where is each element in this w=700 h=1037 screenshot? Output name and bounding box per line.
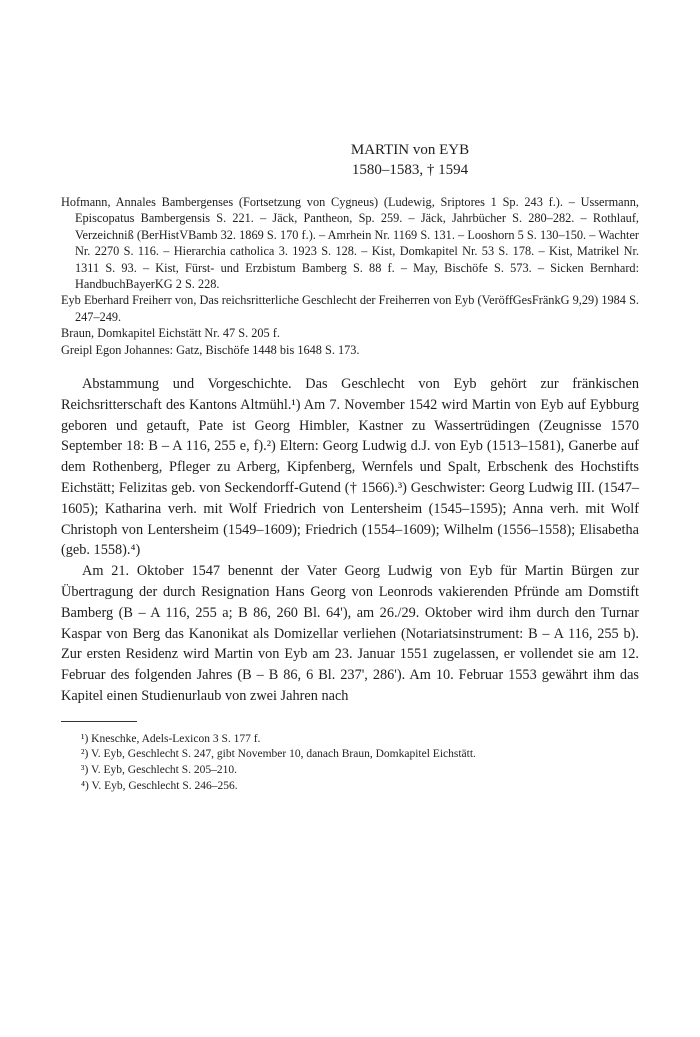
entry-dates: 1580–1583, † 1594 bbox=[351, 162, 469, 178]
bibliography-entry: Eyb Eberhard Freiherr von, Das reichsritterliche Geschlecht der Freiherren von Eyb (VeröffGesFränkG 9,29) 1984 S. 247–249. bbox=[61, 293, 639, 324]
footnotes bbox=[61, 732, 639, 794]
footnote: ³) V. Eyb, Geschlecht S. 205–210. bbox=[81, 764, 238, 776]
footnote: ¹) Kneschke, Adels-Lexicon 3 S. 177 f. bbox=[81, 732, 261, 745]
body-paragraph: Am 21. Oktober 1547 benennt der Vater Georg Ludwig von Eyb für Martin Bürgen zur Übertragung der durch Resignation Hans Georg von Leonrods vakierenden Pfründe am Domstift Bamberg (B – A 116, 255 a; B 86, 260 Bl. 64'), am 26./29. Oktober wird ihm durch den Turnar Kaspar von Berg das Kanonikat als Domizellar verliehen (Notariatsinstrument: B – A 116, 255 b). Zur ersten Residenz wird Martin von Eyb am 23. Januar 1551 zugelassen, er vollendet sie am 12. Februar des folgenden Jahres (B – B 86, 6 Bl. 237', 286'). Am 10. Februar 1553 gewährt ihm das Kapitel einen Studienurlaub von zwei Jahren nach bbox=[61, 563, 639, 705]
footnote-divider bbox=[61, 721, 137, 722]
body-text bbox=[61, 374, 639, 707]
body-paragraph: Abstammung und Vorgeschichte. Das Geschlecht von Eyb gehört zur fränkischen Reichsritterschaft des Kantons Altmühl.¹) Am 7. November 1542 wird Martin von Eyb auf Eybburg geboren und getauft, Pate ist Georg Himbler, Kastner zu Wassertrüdingen (Zeugnisse 1570 September 18: B – A 116, 255 e, f).²) Eltern: Georg Ludwig d.J. von Eyb (1513–1581), Ganerbe auf dem Rothenberg, Pfleger zu Arberg, Kipfenberg, Wernfels und Spalt, Erbschenk des Hochstifts Eichstätt; Felizitas geb. von Seckendorff-Gutend († 1566).³) Geschwister: Georg Ludwig III. (1547–1605); Katharina verh. mit Wolf Friedrich von Lentersheim (1545–1595); Anna verh. mit Wolf Christoph von Lentersheim (1549–1609); Friedrich (1554–1609); Wilhelm (1556–1558); Elisabetha (geb. 1558).⁴) bbox=[61, 376, 639, 559]
entry-heading bbox=[181, 140, 639, 180]
bibliography-entry: Braun, Domkapitel Eichstätt Nr. 47 S. 205 f. bbox=[61, 326, 280, 341]
bibliography-entry: Greipl Egon Johannes: Gatz, Bischöfe 1448 bis 1648 S. 173. bbox=[61, 342, 360, 357]
bibliography-entry: Hofmann, Annales Bambergenses (Fortsetzung von Cygneus) (Ludewig, Sriptores 1 Sp. 243 f.). – Ussermann, Episcopatus Bambergensis S. 221. – Jäck, Pantheon, Sp. 259. – Jäck, Jahrbücher S. 280–282. – Rothlauf, Verzeichniß (BerHistVBamb 32. 1869 S. 170 f.). – Amrhein Nr. 1169 S. 131. – Looshorn 5 S. 130–150. – Wachter Nr. 2270 S. 116. – Hierarchia catholica 3. 1923 S. 128. – Kist, Domkapitel Nr. 53 S. 178. – Kist, Matrikel Nr. 1311 S. 93. – Kist, Fürst- und Erzbistum Bamberg S. 88 f. – May, Bischöfe S. 573. – Sicken Bernhard: HandbuchBayerKG 2 S. 228. bbox=[61, 195, 639, 292]
footnote: ⁴) V. Eyb, Geschlecht S. 246–256. bbox=[81, 779, 238, 792]
document-page bbox=[61, 140, 639, 794]
footnote: ²) V. Eyb, Geschlecht S. 247, gibt November 10, danach Braun, Domkapitel Eichstätt. bbox=[81, 748, 476, 761]
entry-title: MARTIN von EYB bbox=[350, 142, 470, 158]
bibliography bbox=[61, 194, 639, 358]
